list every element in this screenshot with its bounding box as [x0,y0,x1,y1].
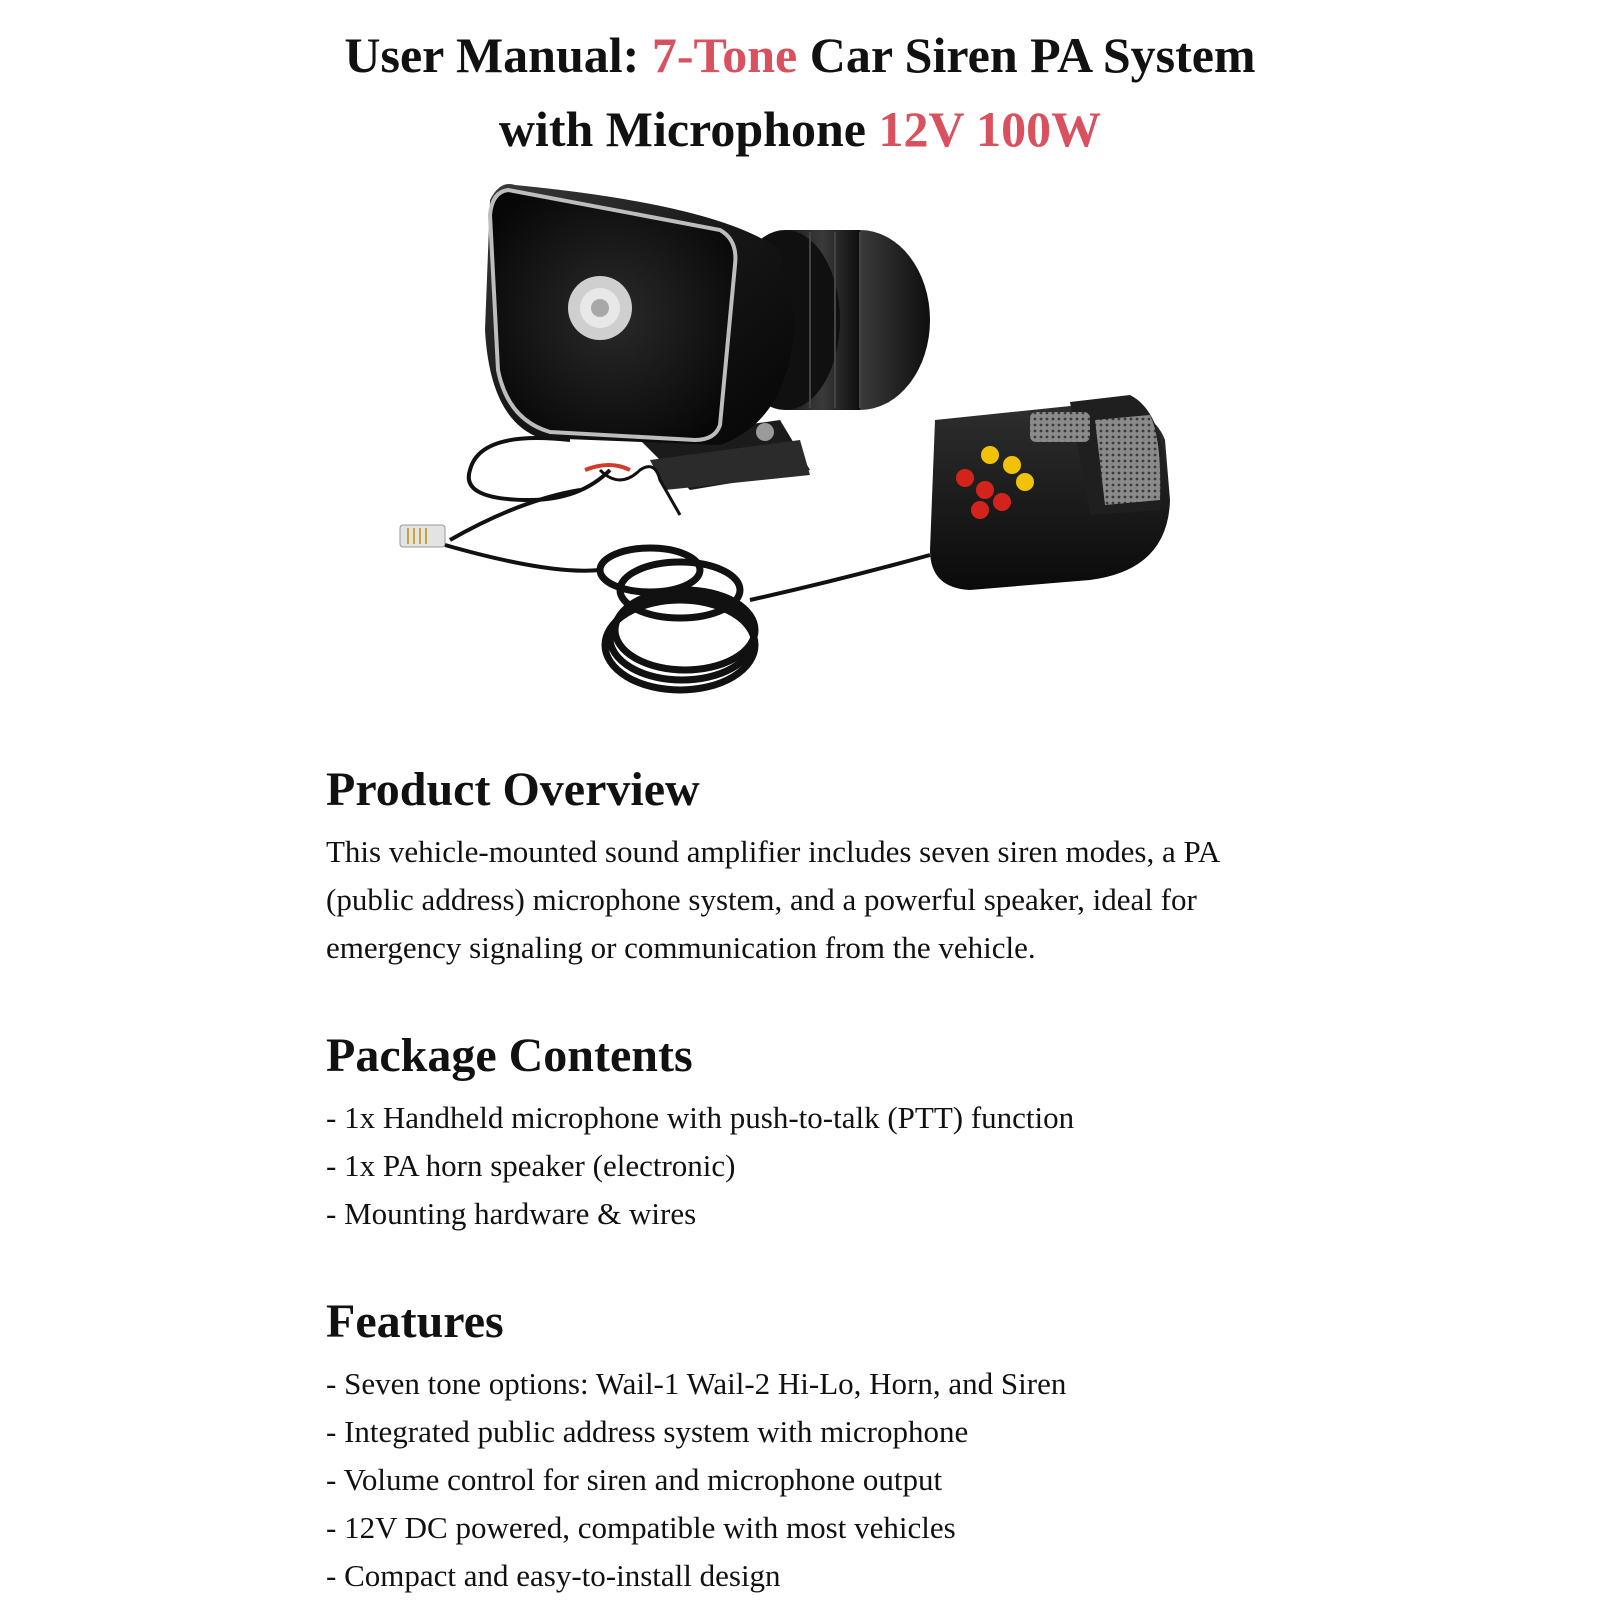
list-item: - Seven tone options: Wail-1 Wail-2 Hi-Lo, Horn, and Siren [326,1366,1067,1401]
title-line-1: User Manual: 7-Tone Car Siren PA System [344,27,1256,83]
page-title [0,18,1600,166]
title-line-2: with Microphone 12V 100W [498,101,1102,157]
manual-content [326,760,1306,1600]
list-item: - 1x Handheld microphone with push-to-talk (PTT) function [326,1100,1075,1135]
overview-heading: Product Overview [326,763,700,816]
tone-button [971,501,989,519]
title-accent-power: 12V 100W [878,101,1102,157]
tone-button [1016,473,1034,491]
title-accent-tone: 7-Tone [651,27,798,83]
list-item: - Mounting hardware & wires [326,1196,697,1231]
package-contents-section [326,1026,1306,1238]
siren-product-photo [390,170,1210,730]
features-list [326,1360,1306,1600]
control-microphone-unit [930,395,1170,590]
coiled-cord [445,545,600,571]
contents-list [326,1094,1306,1238]
overview-body: This vehicle-mounted sound amplifier includes seven siren modes, a PA (public address) microphone system, and a powerful speaker, ideal for emergency signaling or communication from the vehicle. [326,834,1219,965]
list-item: - Integrated public address system with microphone [326,1414,969,1449]
tone-button [976,481,994,499]
list-item: - Compact and easy-to-install design [326,1558,781,1593]
tone-button [981,446,999,464]
product-overview-section [326,760,1306,972]
list-item: - Volume control for siren and microphone output [326,1462,943,1497]
contents-heading: Package Contents [326,1029,693,1082]
tone-button [956,469,974,487]
list-item: - 12V DC powered, compatible with most vehicles [326,1510,956,1545]
tone-button [993,493,1011,511]
features-section [326,1292,1306,1600]
features-heading: Features [326,1295,504,1348]
list-item: - 1x PA horn speaker (electronic) [326,1148,736,1183]
tone-button [1003,456,1021,474]
